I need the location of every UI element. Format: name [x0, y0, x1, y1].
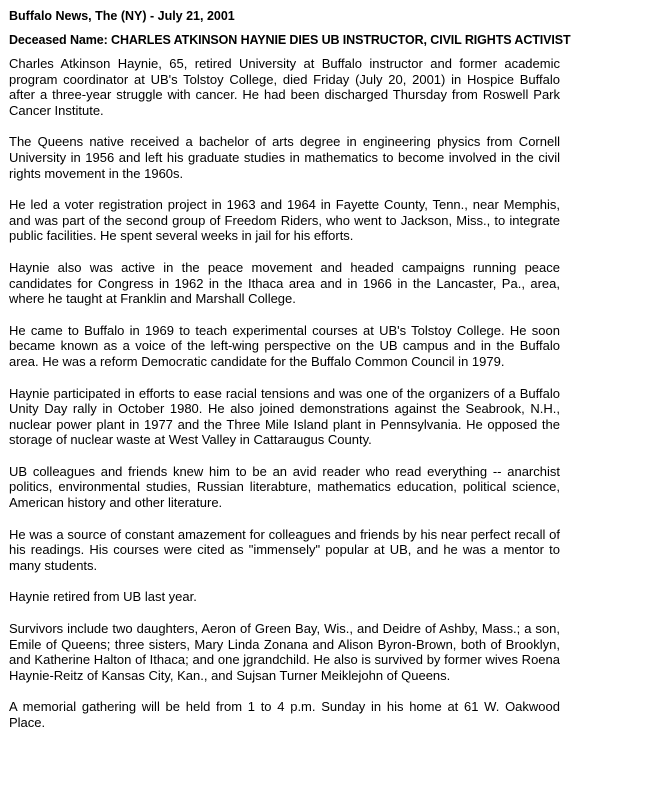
paragraph: Charles Atkinson Haynie, 65, retired University at Buffalo instructor and former academic program coordinator at UB's Tolstoy College, died Friday (July 20, 2001) in Hospice Buffalo after a three-year struggle with cancer. He had been discharged Thursday from Roswell Park Cancer Institute. [9, 56, 560, 118]
paragraph: The Queens native received a bachelor of arts degree in engineering physics from Cornell University in 1956 and left his graduate studies in mathematics to become involved in the civil rights movement in the 1960s. [9, 134, 560, 181]
paragraph: Haynie retired from UB last year. [9, 589, 197, 605]
paragraph: Haynie participated in efforts to ease racial tensions and was one of the organizers of a Buffalo Unity Day rally in October 1980. He also joined demonstrations against the Seabrook, N.H., nuclear power plant in 1977 and the Three Mile Island plant in Pennsylvania. He opposed the storage of nuclear waste at West Valley in Cattaraugus County. [9, 385, 560, 448]
paragraph: He was a source of constant amazement for colleagues and friends by his near perfect recall of his readings. His courses were cited as "immensely" popular at UB, and he was a mentor to many students. [9, 526, 560, 573]
source-line: Buffalo News, The (NY) - July 21, 2001 [9, 9, 235, 23]
paragraph: Survivors include two daughters, Aeron of Green Bay, Wis., and Deidre of Ashby, Mass.; a son, Emile of Queens; three sisters, Mary Linda Zonana and Alison Byron-Brown, both of Brooklyn, and Katherine Halton of Ithaca; and one jgrandchild. He also is survived by former wives Roena Haynie-Reitz of Kansas City, Kan., and Sujsan Turner Meiklejohn of Queens. [9, 621, 560, 683]
article-body [9, 56, 560, 731]
paragraph: He came to Buffalo in 1969 to teach experimental courses at UB's Tolstoy College. He soon became known as a voice of the left-wing perspective on the UB campus and in the Buffalo area. He was a reform Democratic candidate for the Buffalo Common Council in 1979. [9, 322, 560, 369]
headline: Deceased Name: CHARLES ATKINSON HAYNIE DIES UB INSTRUCTOR, CIVIL RIGHTS ACTIVIST [9, 33, 571, 47]
paragraph: UB colleagues and friends knew him to be an avid reader who read everything -- anarchist politics, environmental studies, Russian literabture, mathematics education, political science, American history and other literature. [9, 463, 560, 511]
paragraph: A memorial gathering will be held from 1 to 4 p.m. Sunday in his home at 61 W. Oakwood Place. [9, 699, 560, 730]
paragraph: Haynie also was active in the peace movement and headed campaigns running peace candidates for Congress in 1962 in the Ithaca area and in 1966 in the Lancaster, Pa., area, where he taught at Franklin and Marshall College. [9, 259, 560, 307]
paragraph: He led a voter registration project in 1963 and 1964 in Fayette County, Tenn., near Memphis, and was part of the second group of Freedom Riders, who went to Jackson, Miss., to integrate public facilities. He spent several weeks in jail for his efforts. [9, 197, 560, 244]
